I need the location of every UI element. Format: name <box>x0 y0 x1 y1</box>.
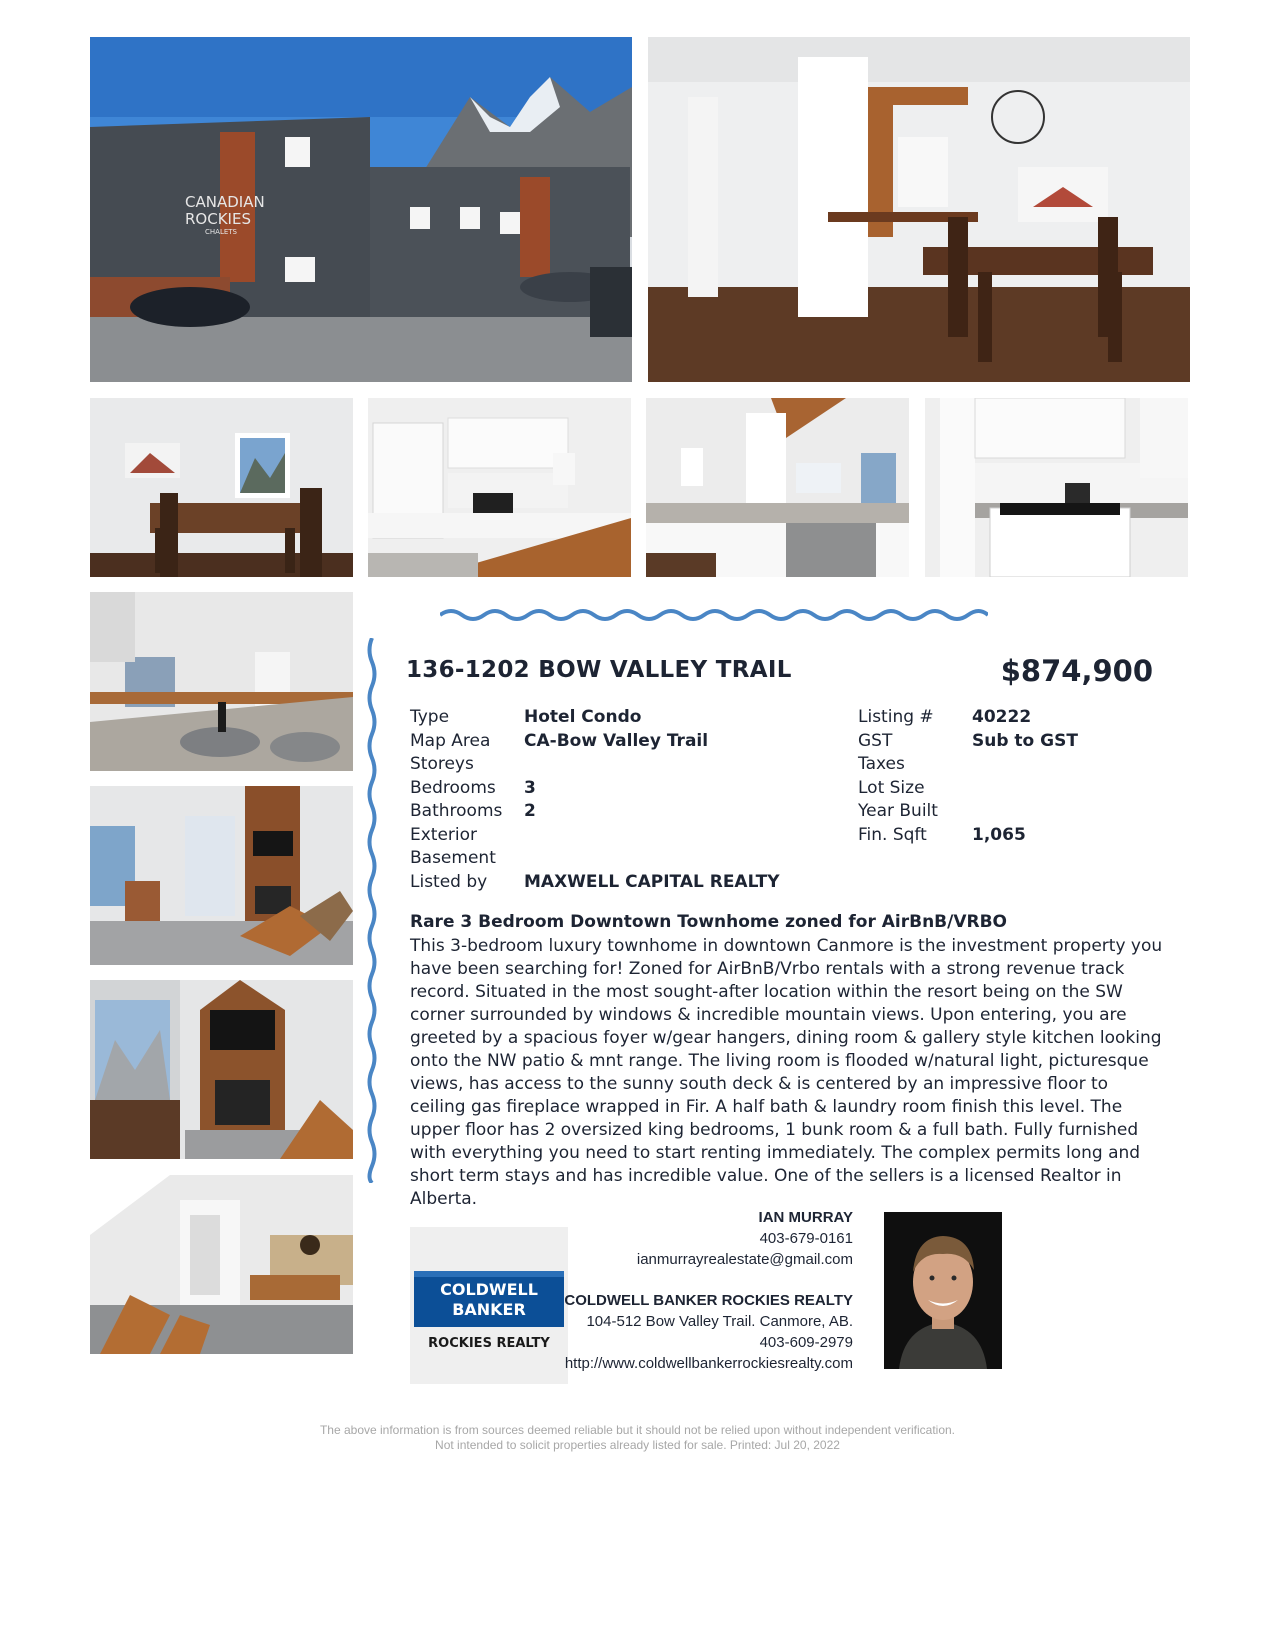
logo-line-2: BANKER <box>452 1300 526 1319</box>
kitchen-photo <box>368 398 631 577</box>
fact-row-exterior <box>410 824 780 848</box>
sign-line-2: ROCKIES <box>185 210 251 228</box>
fact-label: GST <box>858 730 893 751</box>
disclaimer-line-1: The above information is from sources deemed reliable but it should not be relied upon without independent verification. <box>319 1423 956 1437</box>
loft-living-photo <box>90 1175 353 1354</box>
fact-label: Basement <box>410 848 496 868</box>
brokerage-address: 104-512 Bow Valley Trail. Canmore, AB. <box>586 1313 853 1330</box>
fact-row-gst <box>858 730 1078 754</box>
fact-value: CA-Bow Valley Trail <box>524 730 709 751</box>
sign-line-1: CANADIAN <box>185 193 265 211</box>
agent-phone[interactable]: 403-679-0161 <box>759 1230 853 1247</box>
fact-label: Listing # <box>858 707 934 727</box>
wave-divider-top <box>440 604 988 626</box>
fact-label: Type <box>410 707 450 727</box>
sign-line-3: CHALETS <box>205 228 237 236</box>
fact-value: 40222 <box>972 707 1032 727</box>
fact-row-taxes <box>858 753 1078 777</box>
fact-value: 1,065 <box>972 824 1026 845</box>
fact-label: Storeys <box>410 754 474 774</box>
kitchen-range-photo <box>925 398 1188 577</box>
fact-label: Fin. Sqft <box>858 824 927 845</box>
fact-label: Listed by <box>410 871 488 892</box>
agent-email[interactable]: ianmurrayrealestate@gmail.com <box>636 1251 853 1268</box>
fact-label: Exterior <box>410 824 478 845</box>
kitchen-sink-photo <box>90 592 353 771</box>
fact-row-basement <box>410 847 780 871</box>
fact-row-fin-sqft <box>858 824 1078 848</box>
fact-label: Bedrooms <box>410 777 496 798</box>
dining-kitchen-photo <box>648 37 1190 382</box>
exterior-photo <box>90 37 632 382</box>
fact-value: MAXWELL CAPITAL REALTY <box>524 871 780 892</box>
disclaimer <box>0 1423 1275 1453</box>
agent-contact <box>564 1207 853 1374</box>
description-body: This 3-bedroom luxury townhome in downtown Canmore is the investment property you have been searching for! Zoned for AirBnB/Vrbo rentals with a strong revenue track record. Situated in the most sought-after location within the resort being on the SW corner surrounded by windows & incredible mountain views. Upon entering, you are greeted by a spacious foyer w/gear hangers, dining room & gallery style kitchen looking onto the NW patio & mnt range. The living room is flooded w/natural light, picturesque views, has access to the sunny south deck & is centered by an impressive floor to ceiling gas fireplace wrapped in Fir. A half bath & laundry room finish this level. The upper floor has 2 oversized king bedrooms, 1 bunk room & a full bath. Fully furnished with everything you need to start renting immediately. The complex permits long and short term stays and has incredible value. One of the sellers is a licensed Realtor in Alberta. <box>410 936 1163 1209</box>
dining-room-photo <box>90 398 353 577</box>
fact-row-storeys <box>410 753 780 777</box>
brokerage-logo <box>410 1227 568 1384</box>
listing-price: $874,900 <box>1000 654 1153 688</box>
logo-line-3: ROCKIES REALTY <box>428 1336 550 1351</box>
fact-label: Year Built <box>858 801 938 821</box>
description-headline: Rare 3 Bedroom Downtown Townhome zoned for AirBnB/VRBO <box>410 912 1007 932</box>
brokerage-name: COLDWELL BANKER ROCKIES REALTY <box>564 1292 853 1309</box>
agent-name: IAN MURRAY <box>758 1209 853 1226</box>
agent-headshot <box>884 1212 1002 1369</box>
logo-line-1: COLDWELL <box>440 1280 538 1299</box>
fact-value: 3 <box>524 777 536 798</box>
fact-value: Sub to GST <box>972 730 1078 751</box>
brokerage-phone[interactable]: 403-609-2979 <box>759 1334 853 1351</box>
facts-left <box>410 706 780 894</box>
fact-row-lot-size <box>858 777 1078 801</box>
brokerage-website[interactable]: http://www.coldwellbankerrockiesrealty.com <box>564 1355 853 1372</box>
fact-row-bedrooms <box>410 777 780 801</box>
wave-divider-left <box>365 638 379 1183</box>
fact-row-map-area <box>410 730 780 754</box>
fact-label: Bathrooms <box>410 801 503 821</box>
fact-value: Hotel Condo <box>524 707 642 727</box>
fact-label: Lot Size <box>858 777 925 798</box>
fact-row-type <box>410 706 780 730</box>
listing-address: 136-1202 BOW VALLEY TRAIL <box>406 657 792 683</box>
fact-row-listed-by <box>410 871 780 895</box>
disclaimer-line-2: Not intended to solicit properties already listed for sale. Printed: Jul 20, 2022 <box>435 1438 840 1452</box>
fact-label: Map Area <box>410 730 491 751</box>
fact-value: 2 <box>524 801 536 821</box>
fact-row-year-built <box>858 800 1078 824</box>
fact-row-bathrooms <box>410 800 780 824</box>
fact-row-listing-number <box>858 706 1078 730</box>
fact-label: Taxes <box>858 754 905 774</box>
facts-right <box>858 706 1078 847</box>
living-room-photo <box>90 786 353 965</box>
kitchen-window-photo <box>646 398 909 577</box>
fireplace-photo <box>90 980 353 1159</box>
